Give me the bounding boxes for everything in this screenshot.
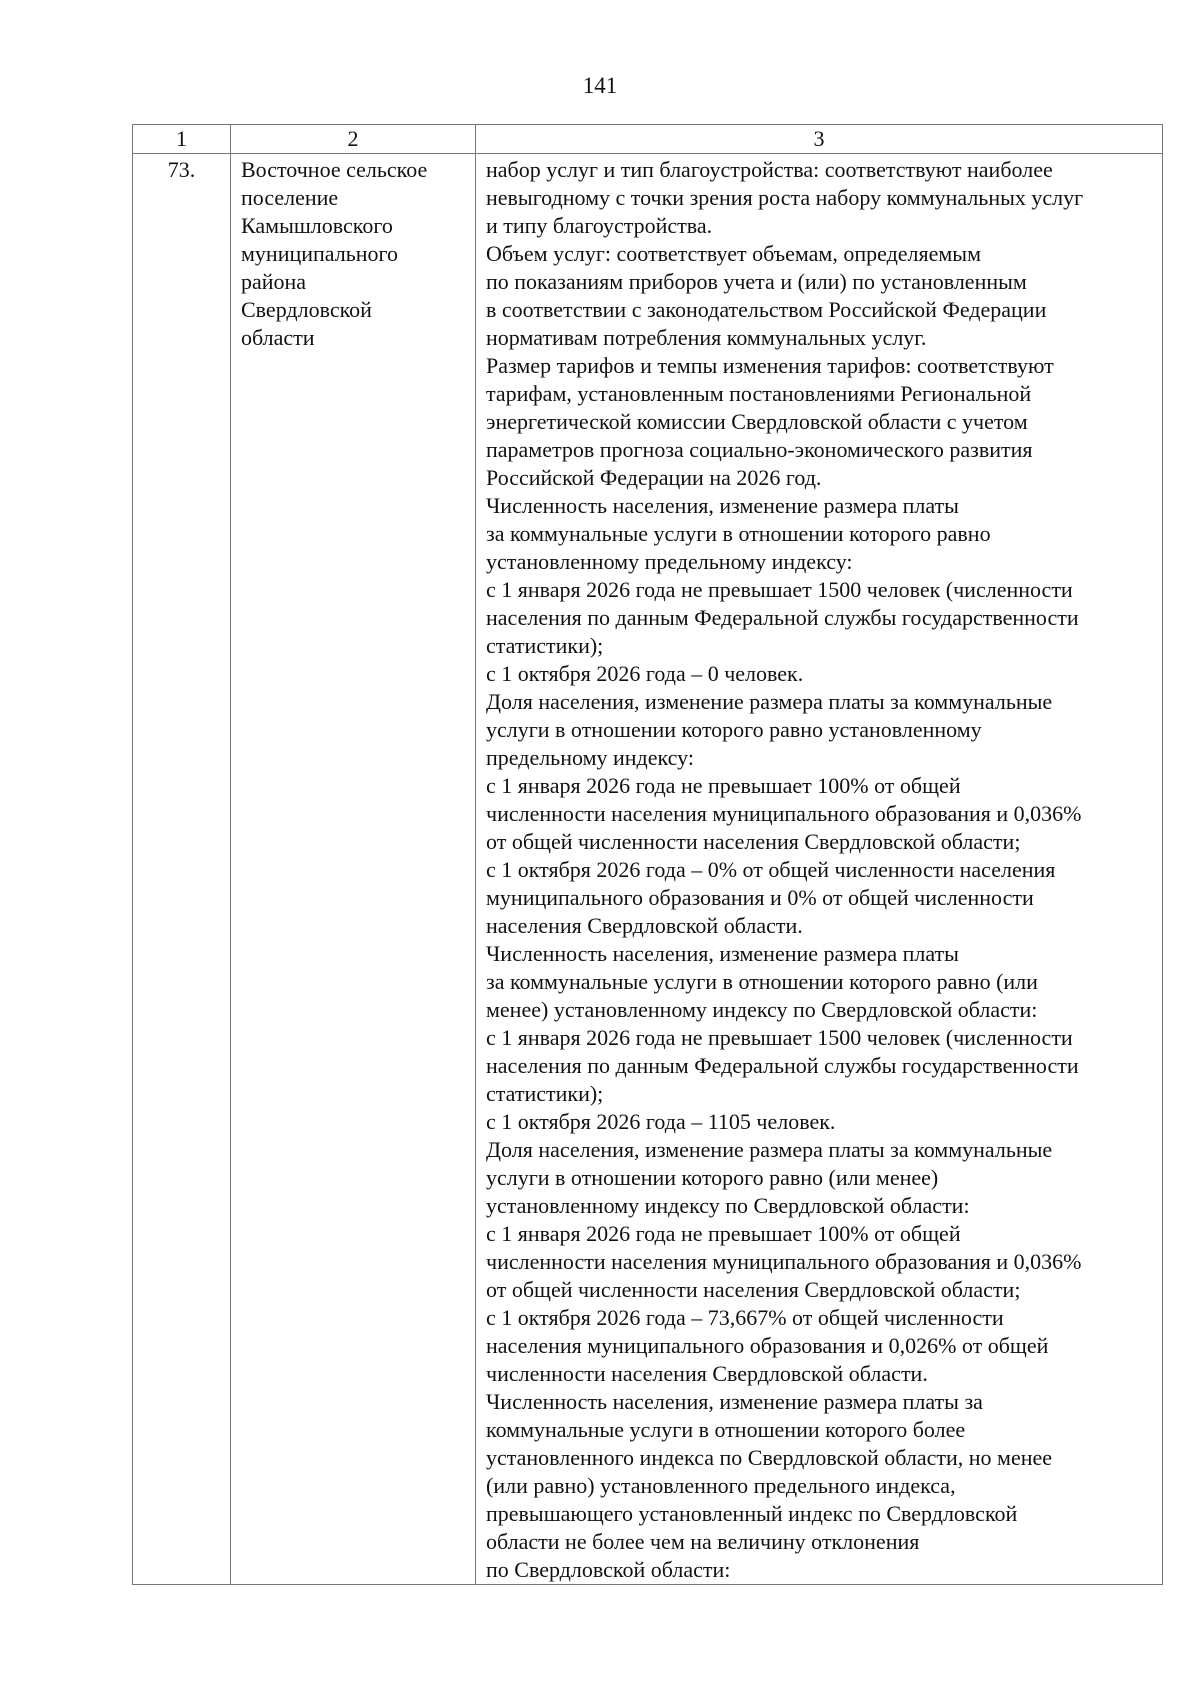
municipality-name-line: Свердловской — [241, 297, 372, 322]
description-line: Численность населения, изменение размера платы за — [486, 1389, 983, 1414]
description-line: численности населения Свердловской области. — [486, 1361, 928, 1386]
description-line: установленному предельному индексу: — [486, 549, 853, 574]
description-line: муниципального образования и 0% от общей численности — [486, 885, 1034, 910]
description-line: (или равно) установленного предельного индекса, — [486, 1473, 956, 1498]
description-line: с 1 января 2026 года не превышает 100% от общей — [486, 773, 961, 798]
municipality-name-line: Камышловского — [241, 213, 393, 238]
row-number: 73. — [167, 157, 196, 182]
column-header-2: 2 — [231, 125, 476, 154]
description-line: параметров прогноза социально-экономического развития — [486, 437, 1033, 462]
description-line: Размер тарифов и темпы изменения тарифов: соответствуют — [486, 353, 1054, 378]
description-line: Объем услуг: соответствует объемам, определяемым — [486, 241, 982, 266]
description-cell — [476, 154, 1163, 1585]
description-line: с 1 января 2026 года не превышает 1500 человек (численности — [486, 577, 1073, 602]
description-line: с 1 октября 2026 года – 1105 человек. — [486, 1109, 836, 1134]
description-line: нормативам потребления коммунальных услуг. — [486, 325, 927, 350]
description-line: и типу благоустройства. — [486, 213, 713, 238]
municipality-name-line: поселение — [241, 185, 339, 210]
description-line: установленному индексу по Свердловской области: — [486, 1193, 970, 1218]
data-table — [132, 124, 1163, 1585]
municipality-name-line: Восточное сельское — [241, 157, 428, 182]
municipality-name — [241, 156, 467, 352]
description-line: Численность населения, изменение размера платы — [486, 941, 959, 966]
description-line: численности населения муниципального образования и 0,036% — [486, 801, 1082, 826]
description-line: населения по данным Федеральной службы государственности — [486, 1053, 1079, 1078]
description-line: тарифам, установленным постановлениями Региональной — [486, 381, 1032, 406]
description-line: энергетической комиссии Свердловской области с учетом — [486, 409, 1028, 434]
description-line: с 1 октября 2026 года – 0% от общей численности населения — [486, 857, 1056, 882]
description-line: Численность населения, изменение размера платы — [486, 493, 959, 518]
column-header-3: 3 — [476, 125, 1163, 154]
municipality-name-line: области — [241, 325, 315, 350]
municipality-name-line: муниципального — [241, 241, 399, 266]
description-line: с 1 января 2026 года не превышает 1500 человек (численности — [486, 1025, 1073, 1050]
description-line: населения по данным Федеральной службы государственности — [486, 605, 1079, 630]
description-line: Доля населения, изменение размера платы за коммунальные — [486, 1137, 1053, 1162]
description-line: коммунальные услуги в отношении которого более — [486, 1417, 966, 1442]
description-line: статистики); — [486, 1081, 604, 1106]
description-line: невыгодному с точки зрения роста набору коммунальных услуг — [486, 185, 1084, 210]
description-line: менее) установленному индексу по Свердловской области: — [486, 997, 1038, 1022]
description-line: услуги в отношении которого равно (или менее) — [486, 1165, 939, 1190]
description-line: предельному индексу: — [486, 745, 694, 770]
description-line: от общей численности населения Свердловской области; — [486, 829, 1021, 854]
description-line: области не более чем на величину отклонения — [486, 1529, 920, 1554]
description-line: населения Свердловской области. — [486, 913, 803, 938]
description-line: численности населения муниципального образования и 0,036% — [486, 1249, 1082, 1274]
description-line: за коммунальные услуги в отношении которого равно (или — [486, 969, 1038, 994]
description-line: с 1 октября 2026 года – 73,667% от общей численности — [486, 1305, 1004, 1330]
column-header-1: 1 — [133, 125, 231, 154]
description-line: с 1 января 2026 года не превышает 100% от общей — [486, 1221, 961, 1246]
table-row — [133, 154, 1163, 1585]
description-line: с 1 октября 2026 года – 0 человек. — [486, 661, 804, 686]
description-text — [486, 156, 1154, 1584]
description-line: услуги в отношении которого равно установленному — [486, 717, 982, 742]
municipality-name-cell — [231, 154, 476, 1585]
description-line: установленного индекса по Свердловской области, но менее — [486, 1445, 1053, 1470]
description-line: превышающего установленный индекс по Свердловской — [486, 1501, 1018, 1526]
table-header-row — [133, 125, 1163, 154]
description-line: по показаниям приборов учета и (или) по установленным — [486, 269, 1027, 294]
description-line: за коммунальные услуги в отношении которого равно — [486, 521, 991, 546]
description-line: Доля населения, изменение размера платы за коммунальные — [486, 689, 1053, 714]
page-number: 141 — [582, 73, 618, 98]
municipality-name-line: района — [241, 269, 307, 294]
description-line: населения муниципального образования и 0,026% от общей — [486, 1333, 1049, 1358]
description-line: в соответствии с законодательством Российской Федерации — [486, 297, 1047, 322]
description-line: статистики); — [486, 633, 604, 658]
description-line: Российской Федерации на 2026 год. — [486, 465, 822, 490]
description-line: от общей численности населения Свердловской области; — [486, 1277, 1021, 1302]
row-number-cell — [133, 154, 231, 1585]
description-line: набор услуг и тип благоустройства: соответствуют наиболее — [486, 157, 1053, 182]
description-line: по Свердловской области: — [486, 1557, 731, 1582]
